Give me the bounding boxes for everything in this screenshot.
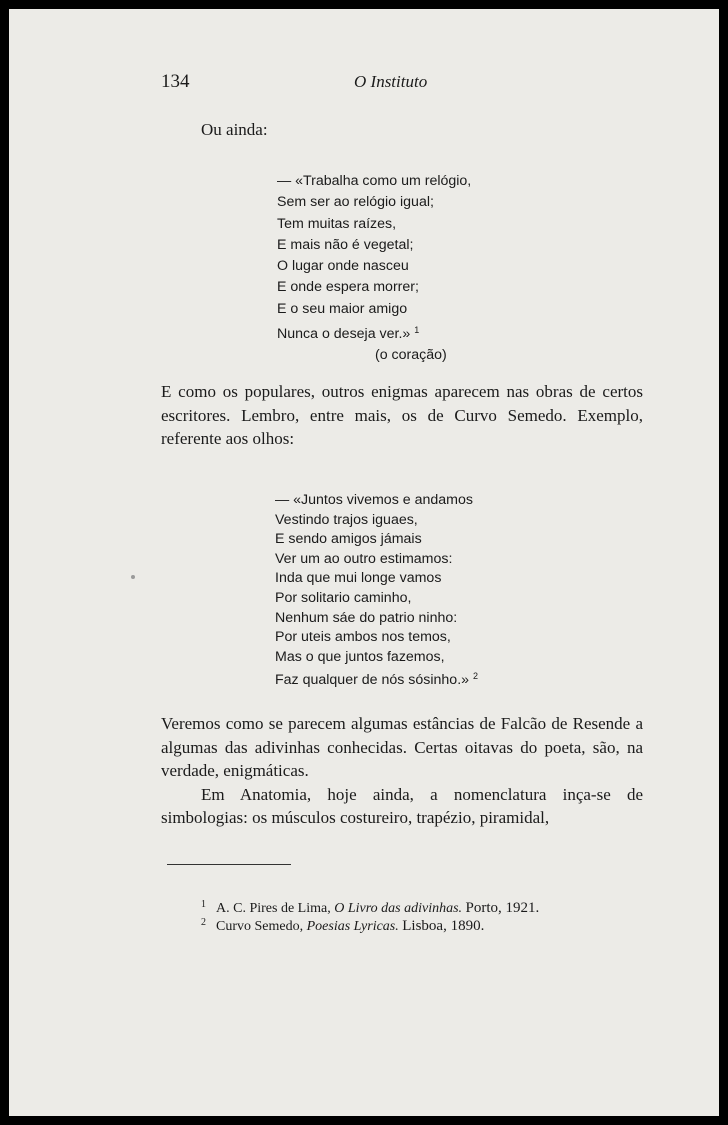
poem-line: O lugar onde nasceu bbox=[277, 258, 409, 275]
poem-riddle-eyes bbox=[275, 491, 478, 691]
footnote-separator bbox=[167, 864, 291, 865]
poem-line: Sem ser ao relógio igual; bbox=[277, 194, 434, 211]
poem-line: E onde espera morrer; bbox=[277, 279, 419, 296]
footnote-1 bbox=[201, 899, 539, 917]
footnote-imprint: Lisboa, 1890. bbox=[402, 918, 485, 934]
poem-line: Por uteis ambos nos temos, bbox=[275, 629, 451, 646]
page-number: 134 bbox=[161, 71, 190, 92]
footnote-ref-1: 1 bbox=[414, 325, 420, 336]
poem-line: Nenhum sáe do patrio ninho: bbox=[275, 609, 458, 626]
footnote-author: A. C. Pires de Lima, bbox=[216, 901, 331, 916]
intro-text: Ou ainda: bbox=[201, 120, 268, 139]
poem-line bbox=[275, 667, 478, 691]
footnote-2 bbox=[201, 917, 484, 935]
poem-line: Vestindo trajos iguaes, bbox=[275, 511, 418, 528]
paper-speck bbox=[131, 575, 135, 579]
footnote-author: Curvo Semedo, bbox=[216, 919, 304, 934]
poem-line-text: Nunca o deseja ver.» bbox=[277, 326, 411, 343]
poem-line: — «Juntos vivemos e andamos bbox=[275, 492, 473, 508]
poem-line: E mais não é vegetal; bbox=[277, 236, 414, 253]
footnote-marker: 1 bbox=[201, 899, 206, 910]
poem-line: Tem muitas raízes, bbox=[277, 215, 397, 232]
paragraph-2 bbox=[161, 712, 643, 830]
footnote-ref-2: 2 bbox=[472, 671, 478, 682]
paragraph-3-text: Em Anatomia, hoje ainda, a nomenclatura inça-se de simbologias: os músculos costureiro, trapézio, piramidal, bbox=[161, 784, 643, 827]
footnote-imprint: Porto, 1921. bbox=[465, 900, 540, 916]
poem-line: E sendo amigos jámais bbox=[275, 531, 422, 548]
footnote-marker: 2 bbox=[201, 917, 206, 928]
footnote-work: Poesias Lyricas. bbox=[306, 919, 399, 934]
poem-riddle-heart bbox=[277, 171, 471, 367]
poem-line: Ver um ao outro estimamos: bbox=[275, 550, 453, 567]
poem-line: Mas o que juntos fazemos, bbox=[275, 648, 445, 665]
poem-line: — «Trabalha como um relógio, bbox=[277, 173, 472, 189]
poem-answer: (o coração) bbox=[375, 347, 447, 364]
poem-line: Por solitario caminho, bbox=[275, 589, 412, 606]
book-page bbox=[9, 9, 719, 1116]
footnote-work: O Livro das adivinhas. bbox=[334, 901, 463, 916]
poem-line: E o seu maior amigo bbox=[277, 300, 408, 317]
running-title: O Instituto bbox=[354, 72, 428, 91]
poem-line: Inda que mui longe vamos bbox=[275, 570, 442, 587]
poem-line-text: Faz qualquer de nós sósinho.» bbox=[275, 672, 470, 689]
poem-line bbox=[277, 320, 471, 345]
paragraph-1: E como os populares, outros enigmas aparecem nas obras de certos escritores. Lembro, entre mais, os de Curvo Semedo. Exemplo, referente aos olhos: bbox=[161, 382, 643, 448]
paragraph-2-text: Veremos como se parecem algumas estâncias de Falcão de Resende a algumas das adivinhas conhecidas. Certas oitavas do poeta, são, na verdade, enigmáticas. bbox=[161, 714, 643, 780]
